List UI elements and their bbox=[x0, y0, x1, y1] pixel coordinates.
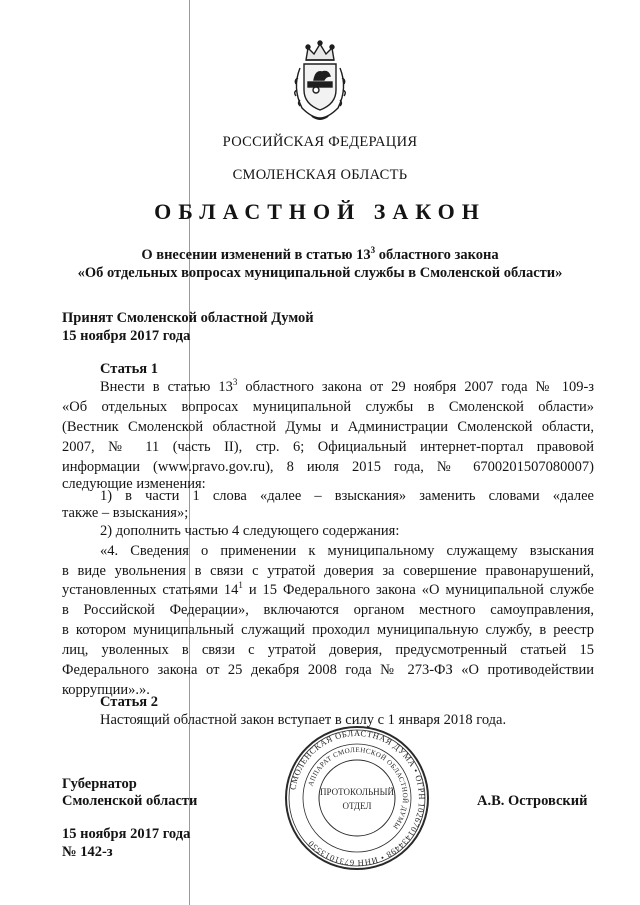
article-1-paragraph-line: «Об отдельных вопросах муниципальной службы в Смоленской области» bbox=[62, 399, 594, 415]
part-4-line: в виде увольнения в связи с утратой доверия за совершение правонарушений, bbox=[62, 563, 594, 579]
law-number: № 142-з bbox=[62, 844, 113, 860]
coat-of-arms-icon bbox=[286, 38, 354, 124]
signing-date: 15 ноября 2017 года bbox=[62, 826, 191, 842]
stamp-center-line-2: ОТДЕЛ bbox=[342, 801, 372, 811]
signatory-name: А.В. Островский bbox=[477, 793, 588, 809]
adopted-date: 15 ноября 2017 года bbox=[62, 328, 191, 344]
part-4-line: установленных статьями $14^1$ и 15 Федерального закона «О муниципальной службе bbox=[62, 580, 594, 598]
part-4-line: в котором муниципальный служащий проходил муниципальную службу, в реестр bbox=[62, 622, 594, 638]
stamp-center-line-1: ПРОТОКОЛЬНЫЙ bbox=[320, 787, 394, 797]
signatory-title: Губернатор bbox=[62, 776, 137, 792]
part-4-line: коррупции».». bbox=[62, 682, 150, 698]
subject-line-1: О внесении изменений в статью $13^3$ областного закона bbox=[141, 245, 499, 263]
official-stamp bbox=[283, 724, 431, 872]
article-1-paragraph-line: информации (www.pravo.gov.ru), 8 июля 2015 года, № 6700201507080007) bbox=[62, 459, 594, 475]
adopted-by: Принят Смоленской областной Думой bbox=[62, 310, 314, 326]
part-4-line: в Российской Федерации», включаются органом местного самоуправления, bbox=[62, 602, 594, 618]
part-4-line: «4. Сведения о применении к муниципальному служащему взыскания bbox=[100, 543, 594, 559]
article-1-paragraph-line: 2007, № 11 (часть II), стр. 6; Официальный интернет-портал правовой bbox=[62, 439, 594, 455]
amendment-item-2: 2) дополнить частью 4 следующего содержания: bbox=[100, 523, 400, 539]
article-1-paragraph-line: следующие изменения: bbox=[62, 476, 206, 492]
law-subject bbox=[0, 246, 640, 282]
part-4-line: Федерального закона от 25 декабря 2008 года № 273-ФЗ «О противодействии bbox=[62, 662, 594, 678]
stamp-outer-text: СМОЛЕНСКАЯ ОБЛАСТНАЯ ДУМА • ОГРН 1026701434498 • ИНН 6731013550 bbox=[287, 727, 428, 869]
part-4-line: лиц, уволенных в связи с утратой доверия, предусмотренный статьей 15 bbox=[62, 642, 594, 658]
country-name: РОССИЙСКАЯ ФЕДЕРАЦИЯ bbox=[222, 134, 418, 150]
document-type-title: ОБЛАСТНОЙ ЗАКОН bbox=[154, 199, 486, 224]
article-1-paragraph-line: (Вестник Смоленской областной Думы и Администрации Смоленской области, bbox=[62, 419, 594, 435]
article-2-text: Настоящий областной закон вступает в силу с 1 января 2018 года. bbox=[100, 712, 507, 728]
subject-line-2: «Об отдельных вопросах муниципальной службы в Смоленской области» bbox=[77, 265, 563, 281]
stamp-inner-text: АППАРАТ СМОЛЕНСКОЙ ОБЛАСТНОЙ ДУМЫ bbox=[306, 745, 410, 831]
article-1-paragraph-line: Внести в статью $13^3$ областного закона от 29 ноября 2007 года № 109-з bbox=[100, 377, 594, 395]
region-name: СМОЛЕНСКАЯ ОБЛАСТЬ bbox=[232, 167, 408, 183]
signatory-region: Смоленской области bbox=[62, 793, 198, 809]
article-1-heading: Статья 1 bbox=[100, 361, 158, 377]
amendment-item-1: 1) в части 1 слова «далее – взыскания» заменить словами «далее bbox=[100, 488, 594, 504]
amendment-item-1-cont: также – взыскания»; bbox=[62, 505, 189, 521]
article-2-heading: Статья 2 bbox=[100, 694, 158, 710]
